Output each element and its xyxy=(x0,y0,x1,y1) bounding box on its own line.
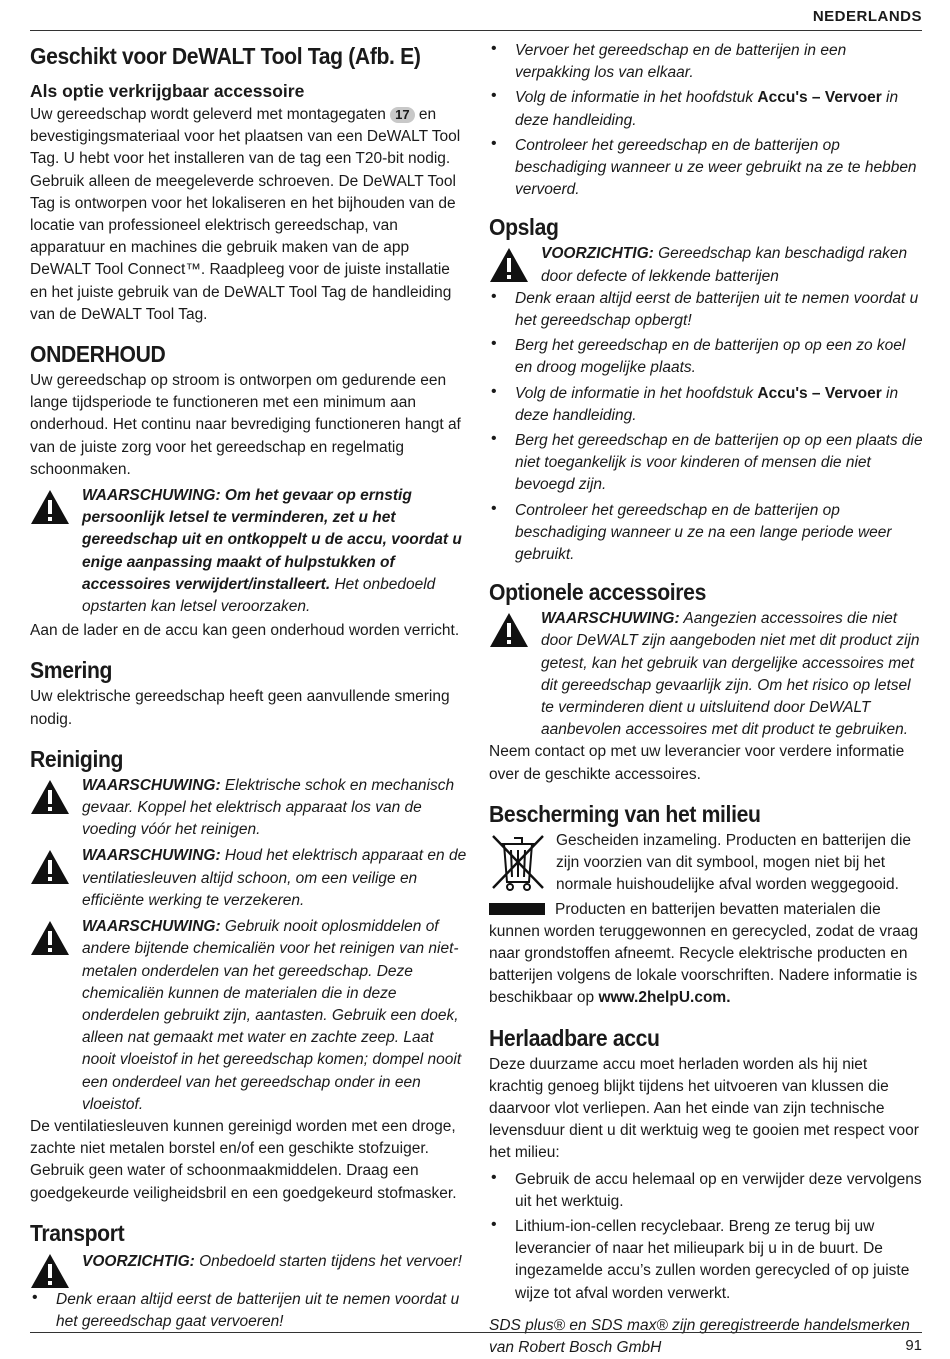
smering-title: Smering xyxy=(30,657,113,684)
milieu-weee: Gescheiden inzameling. Producten en batterijen die zijn voorzien van dit symbool, mogen niet bij het normale huishoudelijke afval worden weggegooid. xyxy=(489,830,925,897)
bullet-icon: • xyxy=(491,1215,497,1233)
list-item: • Controleer het gereedschap en de batterijen op beschadiging wanneer u ze na een lange periode weer gebruikt. xyxy=(491,499,892,564)
warning-icon xyxy=(489,247,529,283)
reiniging-warning-3: WAARSCHUWING: Gebruik nooit oplosmiddelen of andere bijtende chemicaliën voor het reinigen van niet-metalen onderdelen van het gereedschap. Deze chemicaliën kunnen de materialen die in deze onderdelen gebruikt zijn, aantasten. Gebruik een doek, alleen nat gemaakt met water en zachte zeep. Laat nooit vloeistof in het gereedschap komen; dompel nooit een onderdeel van het gereedschap onder in een vloeistof. xyxy=(30,916,468,1116)
reiniging-body: De ventilatiesleuven kunnen gereinigd worden met een droge, zachte niet metalen borstel en/of een geschikte stofzuiger. Gebruik geen water of schoonmaakmiddelen. Draag een goedgekeurde veiligheidsbril en een goedgekeurd stofmasker. xyxy=(30,1117,457,1202)
transport-caution: VOORZICHTIG: Onbedoeld starten tijdens het vervoer! xyxy=(30,1249,468,1289)
list-item: • Gebruik de accu helemaal op en verwijder deze vervolgens uit het werktuig. xyxy=(491,1168,922,1210)
onderhoud-note: Aan de lader en de accu kan geen onderhoud worden verricht. xyxy=(30,622,460,640)
reiniging-warning-1: WAARSCHUWING: Elektrische schok en mechanisch gevaar. Koppel het elektrisch apparaat los van de voeding vóór het reinigen. xyxy=(30,775,468,842)
bullet-icon: • xyxy=(491,40,497,57)
list-item: • Controleer het gereedschap en de batterijen op beschadiging wanneer u ze weer gebruikt na ze te hebben vervoerd. xyxy=(491,134,917,199)
left-column xyxy=(30,36,468,1336)
page-number: 91 xyxy=(905,1337,922,1354)
list-item: • Vervoer het gereedschap en de batterijen in een verpakking los van elkaar. xyxy=(491,40,847,82)
right-column xyxy=(489,40,925,1359)
list-item: • Volg de informatie in het hoofdstuk Accu's – Vervoer in deze handleiding. xyxy=(491,87,899,129)
trademark-note: SDS plus® en SDS max® zijn geregistreerde handelsmerken van Robert Bosch GmbH xyxy=(489,1316,910,1356)
milieu-title: Bescherming van het milieu xyxy=(489,800,761,827)
list-item: • Berg het gereedschap en de batterijen op op een plaats die niet toegankelijk is voor kinderen of mensen die niet bevoegd zijn. xyxy=(491,430,923,494)
accu-title: Herlaadbare accu xyxy=(489,1024,660,1051)
accessoires-warning: WAARSCHUWING: Aangezien accessoires die niet door DeWALT zijn aangeboden niet met dit product zijn getest, kan het gebruik van dergelijke accessoires met dit gereedschap gevaarlijk zijn. Om het risico op letsel te verminderen dient u uitsluitend door DeWALT aanbevolen accessoires met dit product te gebruiken. xyxy=(489,608,925,741)
milieu-body: Producten en batterijen bevatten materialen die kunnen worden teruggewonnen en gerecycled, zodat de vraag naar grondstoffen afneemt. Recycle elektrische producten en batterijen volgens de lokale voorschriften. Nadere informatie is beschikbaar op www.2helpU.com. xyxy=(489,900,919,1007)
top-divider xyxy=(30,30,922,31)
warning-icon xyxy=(489,612,529,648)
list-item: • Lithium-ion-cellen recyclebaar. Breng ze terug bij uw leverancier of naar het milieupark bij u in de buurt. De ingezamelde accu’s zullen worden gerecycled of op juiste wijze tot afval worden verwerkt. xyxy=(491,1215,910,1302)
bullet-icon: • xyxy=(491,382,497,400)
accessoires-body: Neem contact op met uw leverancier voor verdere informatie over de geschikte accessoires. xyxy=(489,743,905,783)
tooltag-title: Geschikt voor DeWALT Tool Tag (Afb. E) xyxy=(30,43,421,69)
bullet-icon: • xyxy=(491,134,497,152)
reiniging-title: Reiniging xyxy=(30,745,124,772)
accessoires-title: Optionele accessoires xyxy=(489,579,706,606)
list-item: • Denk eraan altijd eerst de batterijen uit te nemen voordat u het gereedschap gaat vervoeren! xyxy=(32,1288,460,1330)
bullet-icon: • xyxy=(491,287,497,305)
warning-icon xyxy=(30,779,70,815)
black-bar-icon xyxy=(489,903,545,915)
warning-icon xyxy=(30,1253,70,1289)
crossed-bin-icon xyxy=(489,832,547,894)
opslag-caution: VOORZICHTIG: Gereedschap kan beschadigd raken door defecte of lekkende batterijen xyxy=(489,243,925,287)
bullet-icon: • xyxy=(491,335,497,353)
transport-title: Transport xyxy=(30,1219,125,1246)
warning-icon xyxy=(30,489,70,525)
tooltag-subtitle: Als optie verkrijgbaar accessoire xyxy=(30,81,305,101)
bottom-divider xyxy=(30,1332,922,1333)
bullet-icon: • xyxy=(491,87,497,105)
warning-icon xyxy=(30,849,70,885)
language-label: NEDERLANDS xyxy=(812,8,922,25)
smering-body: Uw elektrische gereedschap heeft geen aanvullende smering nodig. xyxy=(30,688,450,728)
list-item: • Denk eraan altijd eerst de batterijen uit te nemen voordat u het gereedschap opbergt! xyxy=(491,287,919,330)
onderhoud-warning: WAARSCHUWING: Om het gevaar op ernstig persoonlijk letsel te verminderen, zet u het gereedschap uit en ontkoppelt u de accu, voordat u enige aanpassing maakt of hulpstukken of accessoires verwijdert/installeert. Het onbedoeld opstarten kan letsel veroorzaken. xyxy=(30,485,468,618)
bullet-icon: • xyxy=(491,499,497,517)
warning-icon xyxy=(30,920,70,956)
bullet-icon: • xyxy=(491,430,497,448)
bullet-icon: • xyxy=(32,1288,38,1306)
website-link[interactable]: www.2helpU.com. xyxy=(598,989,731,1007)
figure-badge: 17 xyxy=(390,107,414,123)
onderhoud-title: ONDERHOUD xyxy=(30,341,166,368)
reiniging-warning-2: WAARSCHUWING: Houd het elektrisch apparaat en de ventilatiesleuven altijd schoon, om een veilige en efficiënte werking te verzekeren. xyxy=(30,845,468,912)
list-item: • Volg de informatie in het hoofdstuk Accu's – Vervoer in deze handleiding. xyxy=(491,382,899,424)
accu-body: Deze duurzame accu moet herladen worden als hij niet krachtig genoeg blijkt tijdens het uitvoeren van klussen die daarvoor vlot verliepen. Aan het einde van zijn technische levensduur dient u dit werktuig weg te gooien met respect voor het milieu: xyxy=(489,1055,919,1162)
onderhoud-body: Uw gereedschap op stroom is ontworpen om gedurende een lange tijdsperiode te functioneren met een minimum aan onderhoud. Het continu naar bevrediging functioneren hangt af van de juiste zorg voor het gereedschap en regelmatig schoonmaken. xyxy=(30,372,461,478)
opslag-title: Opslag xyxy=(489,214,559,241)
tooltag-body: Uw gereedschap wordt geleverd met montagegaten 17 en bevestigingsmateriaal voor het plaatsen van een DeWALT Tool Tag. U hebt voor het installeren van de tag een T20-bit nodig. Gebruik alleen de meegeleverde schroeven. De DeWALT Tool Tag is ontworpen voor het lokaliseren en het bijhouden van de locatie van professioneel elektrisch gereedschap, van apparatuur en machines die gebruik maken van de app DeWALT Tool Connect™. Raadpleeg voor de juiste installatie en het juiste gebruik van de DeWALT Tool Tag de handleiding van de DeWALT Tool Tag. xyxy=(30,106,461,323)
bullet-icon: • xyxy=(491,1168,497,1186)
list-item: • Berg het gereedschap en de batterijen op op een zo koel en droog mogelijke plaats. xyxy=(491,335,906,377)
